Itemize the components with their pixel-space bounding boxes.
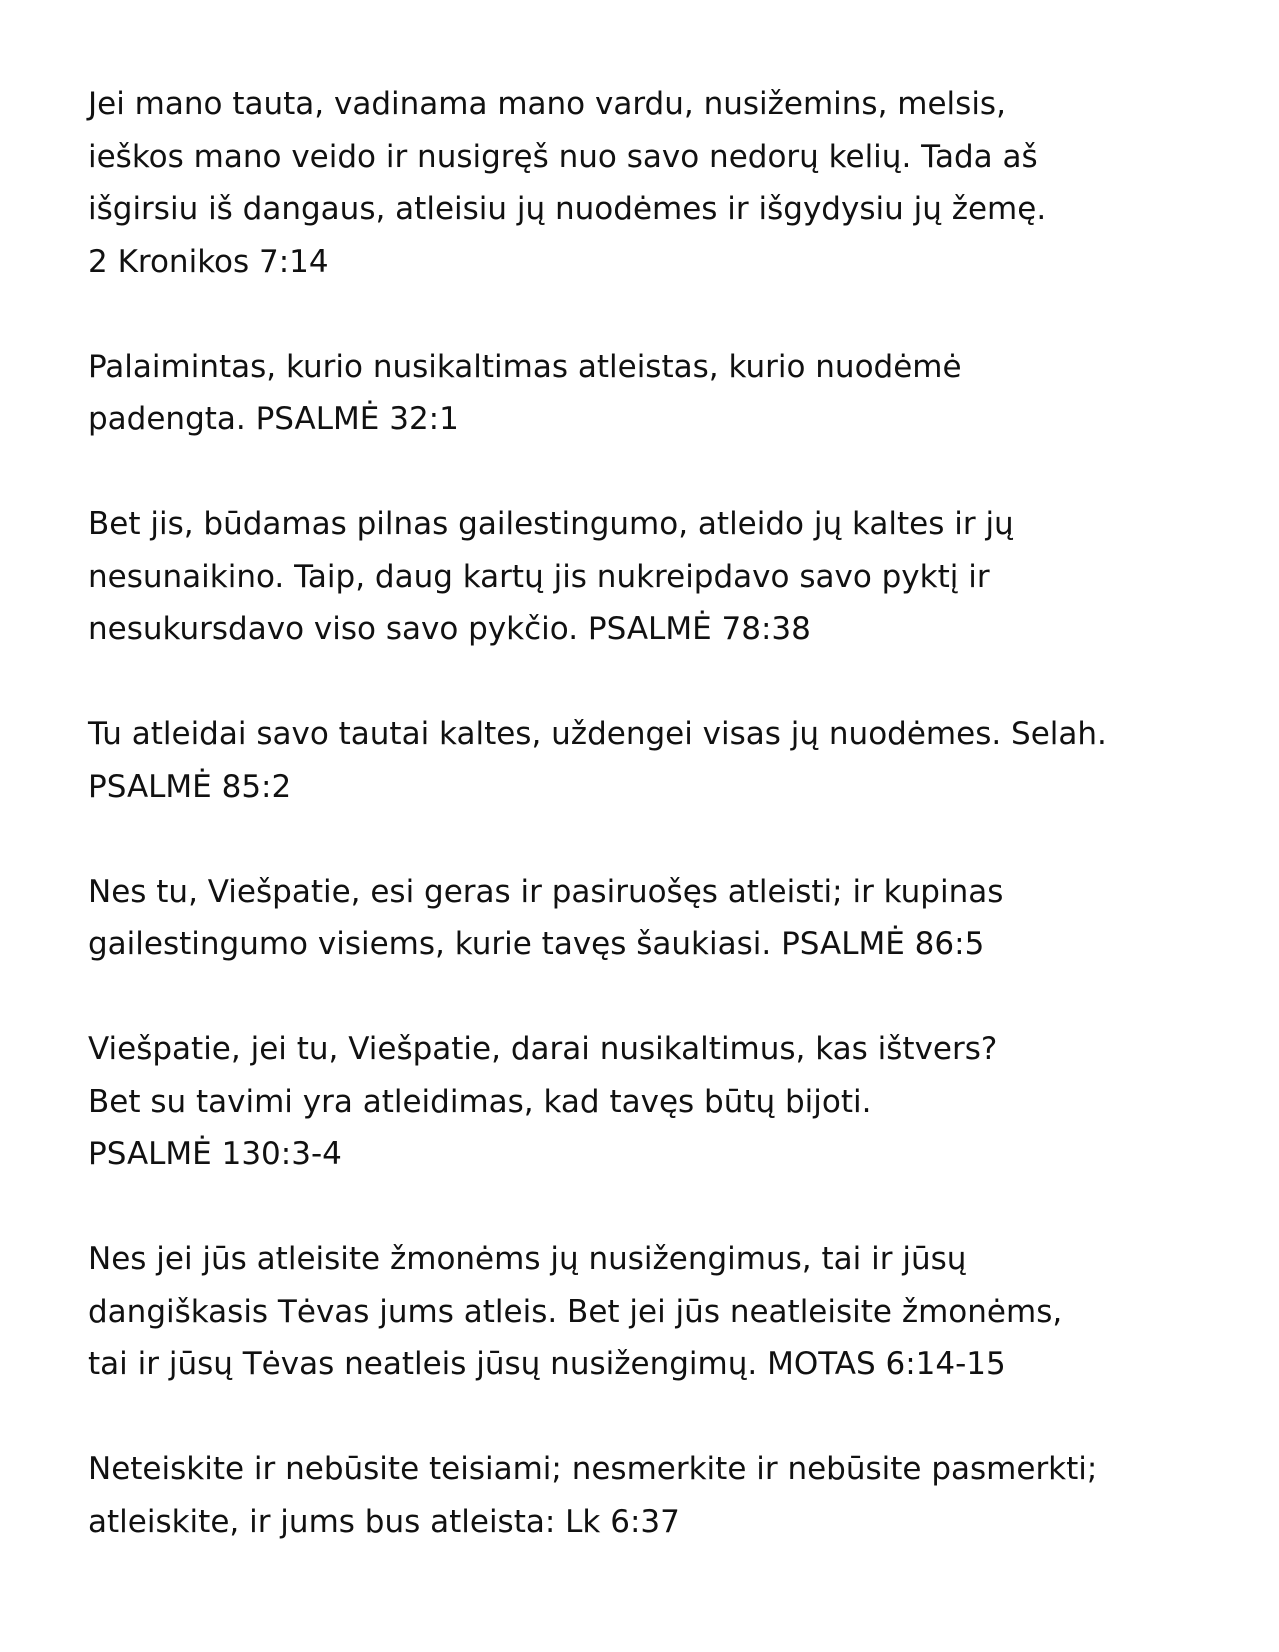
verse-line: Jei mano tauta, vadinama mano vardu, nusižemins, melsis, — [88, 86, 1006, 122]
verse-line: nesukursdavo viso savo pykčio. PSALMĖ 78:38 — [88, 611, 811, 647]
verse-psalme-86-5 — [88, 866, 1238, 971]
document-page — [88, 78, 1238, 1601]
verse-line: Bet jis, būdamas pilnas gailestingumo, atleido jų kaltes ir jų — [88, 506, 1014, 542]
verse-reference: PSALMĖ 130:3-4 — [88, 1136, 342, 1172]
verse-line: Tu atleidai savo tautai kaltes, uždengei visas jų nuodėmes. Selah. — [88, 716, 1107, 752]
verse-motas-6-14-15 — [88, 1233, 1238, 1391]
verse-line: Viešpatie, jei tu, Viešpatie, darai nusikaltimus, kas ištvers? — [88, 1031, 998, 1067]
verse-line: išgirsiu iš dangaus, atleisiu jų nuodėmes ir išgydysiu jų žemę. — [88, 191, 1047, 227]
verse-line: ieškos mano veido ir nusigręš nuo savo nedorų kelių. Tada aš — [88, 138, 1038, 175]
verse-reference: PSALMĖ 85:2 — [88, 768, 292, 805]
verse-line: nesunaikino. Taip, daug kartų jis nukreipdavo savo pyktį ir — [88, 558, 990, 595]
verse-psalme-78-38 — [88, 498, 1238, 656]
verse-line: tai ir jūsų Tėvas neatleis jūsų nusižengimų. MOTAS 6:14-15 — [88, 1346, 1006, 1382]
verse-2-kronikos-7-14 — [88, 78, 1238, 288]
verse-line: Palaimintas, kurio nusikaltimas atleistas, kurio nuodėmė — [88, 348, 962, 385]
verse-line: Neteiskite ir nebūsite teisiami; nesmerkite ir nebūsite pasmerkti; — [88, 1451, 1098, 1487]
verse-line: dangiškasis Tėvas jums atleis. Bet jei jūs neatleisite žmonėms, — [88, 1293, 1063, 1330]
verse-line: gailestingumo visiems, kurie tavęs šaukiasi. PSALMĖ 86:5 — [88, 926, 985, 962]
verse-line: atleiskite, ir jums bus atleista: Lk 6:37 — [88, 1503, 680, 1540]
verse-psalme-130-3-4 — [88, 1023, 1238, 1181]
verse-psalme-85-2 — [88, 708, 1238, 813]
verse-line: padengta. PSALMĖ 32:1 — [88, 401, 459, 437]
verse-lk-6-37 — [88, 1443, 1238, 1548]
verse-line: Nes tu, Viešpatie, esi geras ir pasiruošęs atleisti; ir kupinas — [88, 873, 1004, 910]
verse-psalme-32-1 — [88, 341, 1238, 446]
verse-line: Nes jei jūs atleisite žmonėms jų nusižengimus, tai ir jūsų — [88, 1241, 967, 1277]
verse-line: Bet su tavimi yra atleidimas, kad tavęs būtų bijoti. — [88, 1083, 872, 1120]
verse-reference: 2 Kronikos 7:14 — [88, 243, 329, 280]
